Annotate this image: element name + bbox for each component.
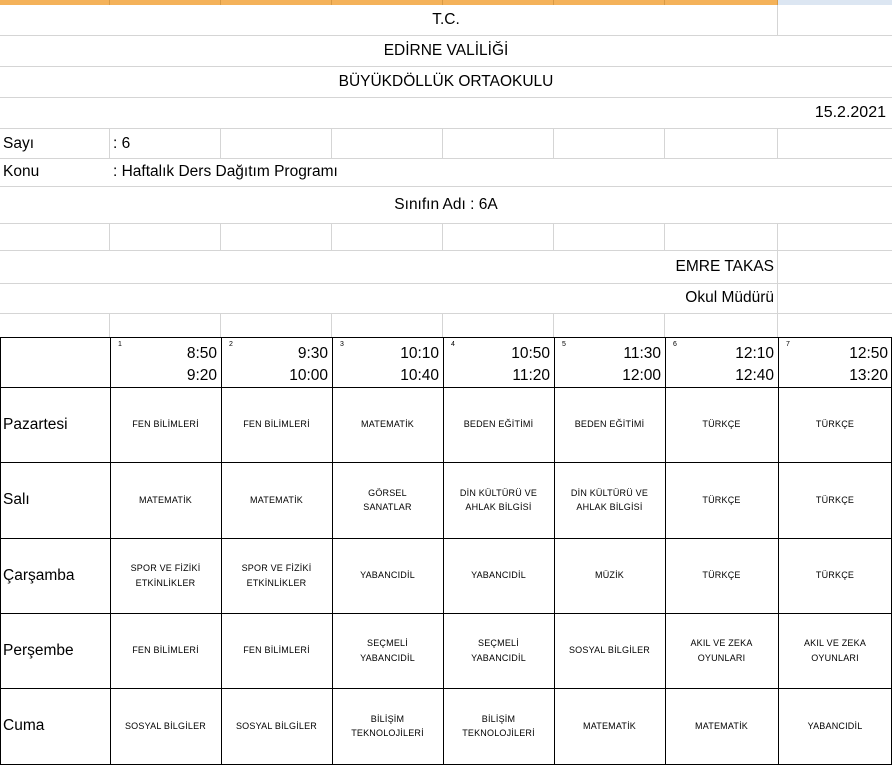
period-end-time: 13:20 (849, 367, 888, 384)
period-header-2 (221, 337, 332, 387)
period-end-time: 11:20 (512, 367, 550, 384)
column-header-strip (0, 0, 892, 5)
period-header-3 (332, 337, 443, 387)
header-tc: T.C. (432, 11, 460, 28)
lesson-cell: SPOR VE FİZİKİ ETKİNLİKLER (241, 563, 312, 588)
day-name: Salı (3, 491, 30, 508)
period-end-time: 10:00 (289, 367, 328, 384)
konu-label: Konu (3, 163, 40, 180)
principal-title: Okul Müdürü (685, 289, 774, 306)
period-end-time: 12:00 (622, 367, 661, 384)
lesson-cell: FEN BİLİMLERİ (243, 645, 310, 656)
period-start-time: 11:30 (623, 345, 661, 362)
header-governorship: EDİRNE VALİLİĞİ (383, 42, 509, 59)
lesson-cell: TÜRKÇE (815, 494, 855, 505)
lesson-cell: BİLİŞİM TEKNOLOJİLERİ (462, 713, 535, 738)
period-start-time: 10:50 (511, 345, 550, 362)
day-name: Perşembe (3, 641, 74, 659)
lesson-cell: MATEMATİK (139, 494, 192, 505)
lesson-cell: BEDEN EĞİTİMİ (463, 419, 534, 430)
class-name: Sınıfın Adı : 6A (394, 196, 498, 213)
period-number: 7 (786, 341, 790, 348)
period-number: 5 (562, 341, 566, 348)
konu-value: : Haftalık Ders Dağıtım Programı (113, 163, 338, 180)
period-header-4 (443, 337, 554, 387)
lesson-cell: DİN KÜLTÜRÜ VE AHLAK BİLGİSİ (459, 487, 538, 512)
lesson-cell: BİLİŞİM TEKNOLOJİLERİ (351, 713, 424, 738)
lesson-cell: FEN BİLİMLERİ (132, 419, 199, 430)
period-start-time: 10:10 (400, 345, 439, 362)
period-number: 4 (451, 341, 455, 348)
lesson-cell: FEN BİLİMLERİ (243, 419, 310, 430)
table-border (0, 337, 1, 765)
document-date: 15.2.2021 (814, 104, 886, 121)
lesson-cell: SOSYAL BİLGİLER (568, 645, 651, 656)
period-header-7 (778, 337, 892, 387)
lesson-cell: SPOR VE FİZİKİ ETKİNLİKLER (130, 563, 201, 588)
lesson-cell: FEN BİLİMLERİ (132, 645, 199, 656)
lesson-cell: TÜRKÇE (815, 419, 855, 430)
lesson-cell: SEÇMELİ YABANCIDİL (471, 638, 526, 663)
period-start-time: 9:30 (297, 345, 328, 362)
day-name: Çarşamba (3, 566, 75, 584)
table-border (0, 764, 892, 765)
lesson-cell: SOSYAL BİLGİLER (235, 720, 318, 731)
lesson-cell: GÖRSEL SANATLAR (363, 487, 412, 512)
period-start-time: 12:10 (735, 345, 774, 362)
sayi-value: : 6 (113, 135, 131, 152)
period-header-6 (665, 337, 778, 387)
lesson-cell: SOSYAL BİLGİLER (124, 720, 207, 731)
lesson-cell: TÜRKÇE (815, 570, 855, 581)
schedule-table (0, 337, 892, 768)
lesson-cell: YABANCIDİL (471, 570, 526, 581)
sayi-label: Sayı (3, 135, 35, 152)
lesson-cell: YABANCIDİL (360, 570, 415, 581)
header-school-name: BÜYÜKDÖLLÜK ORTAOKULU (338, 73, 554, 90)
lesson-cell: TÜRKÇE (702, 494, 741, 505)
principal-name: EMRE TAKAS (675, 258, 774, 275)
period-number: 6 (673, 341, 677, 348)
period-end-time: 12:40 (735, 367, 774, 384)
lesson-cell: MATEMATİK (361, 419, 414, 430)
period-header-1 (110, 337, 221, 387)
lesson-cell: BEDEN EĞİTİMİ (574, 419, 645, 430)
lesson-cell: AKIL VE ZEKA OYUNLARI (803, 638, 867, 663)
day-name: Pazartesi (3, 415, 68, 433)
period-end-time: 10:40 (400, 367, 439, 384)
lesson-cell: YABANCIDİL (807, 720, 863, 731)
period-header-5 (554, 337, 665, 387)
lesson-cell: AKIL VE ZEKA OYUNLARI (690, 638, 753, 663)
lesson-cell: TÜRKÇE (702, 570, 741, 581)
period-start-time: 8:50 (186, 345, 217, 362)
lesson-cell: MATEMATİK (583, 720, 636, 731)
period-number: 1 (118, 341, 122, 348)
lesson-cell: DİN KÜLTÜRÜ VE AHLAK BİLGİSİ (570, 487, 649, 512)
lesson-cell: MATEMATİK (250, 494, 303, 505)
period-end-time: 9:20 (186, 367, 217, 384)
lesson-cell: TÜRKÇE (702, 419, 741, 430)
lesson-cell: MÜZİK (595, 570, 624, 581)
period-number: 3 (340, 341, 344, 348)
day-name: Cuma (3, 717, 45, 734)
period-number: 2 (229, 341, 233, 348)
lesson-cell: MATEMATİK (695, 720, 748, 731)
period-start-time: 12:50 (849, 345, 888, 362)
lesson-cell: SEÇMELİ YABANCIDİL (360, 638, 415, 663)
